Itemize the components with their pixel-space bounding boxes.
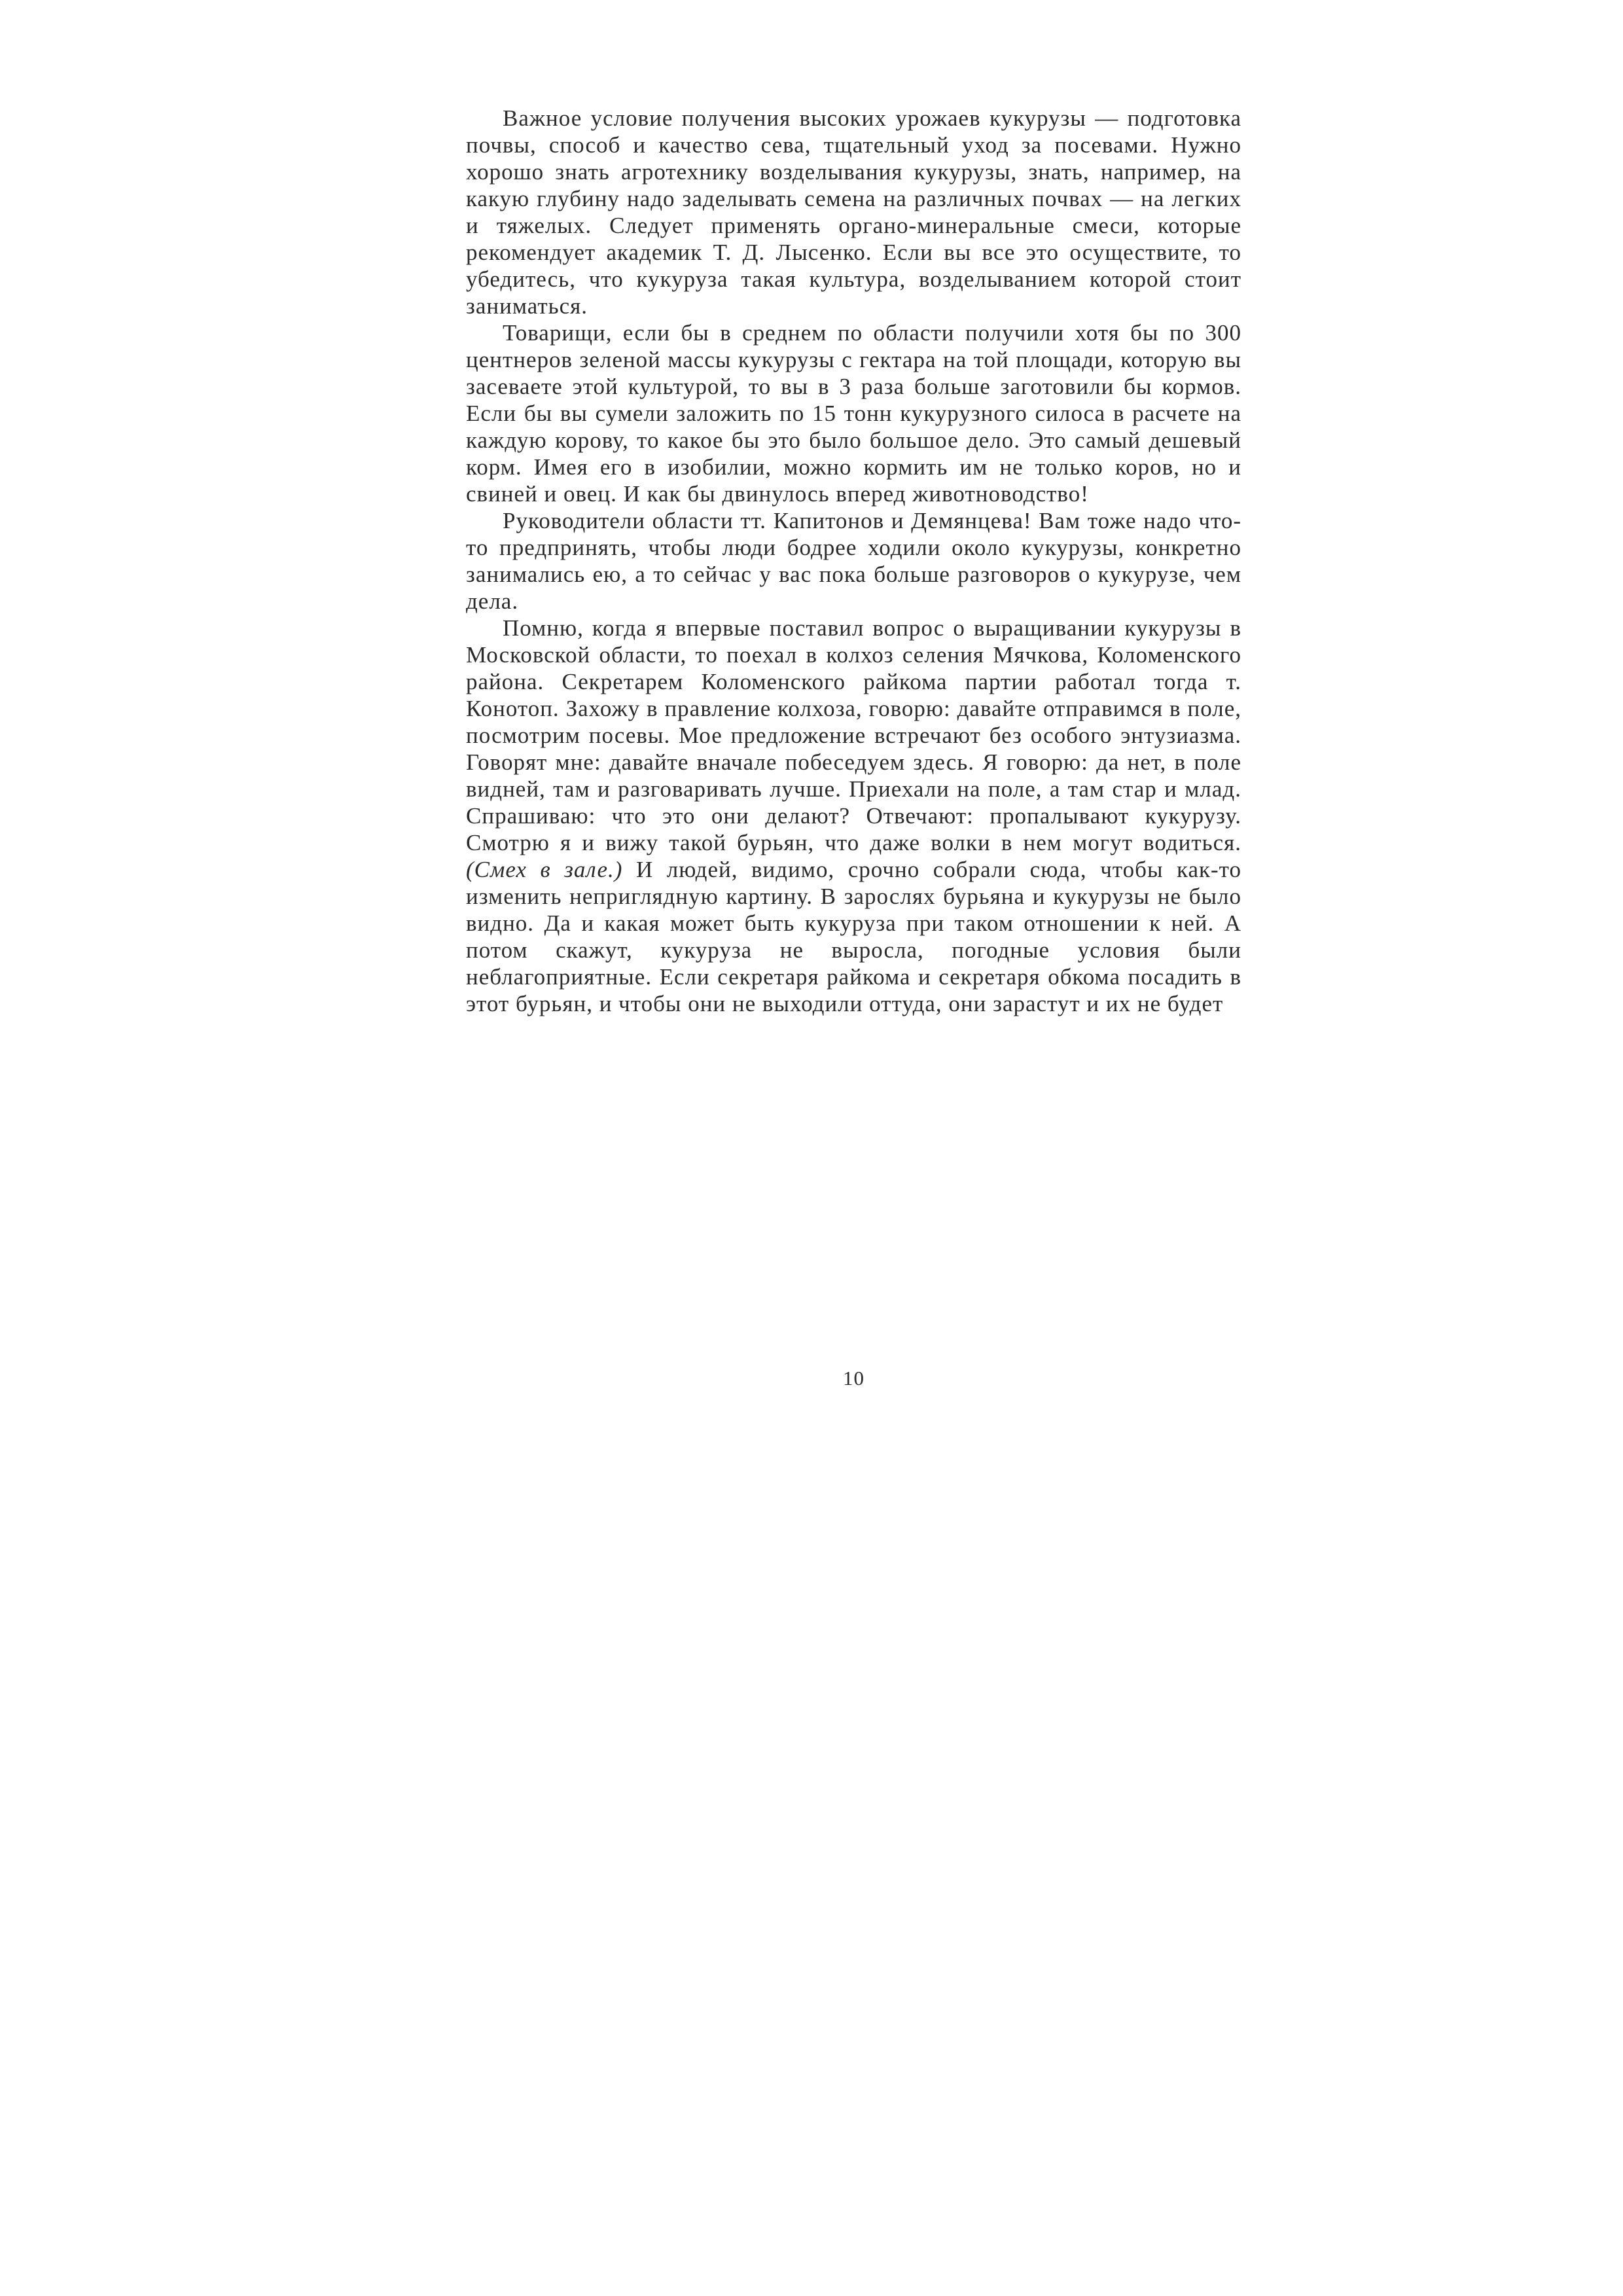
paragraph [466, 507, 1241, 615]
body-text: Важное условие получения высоких урожаев кукурузы — подготовка почвы, способ и качество сева, тщательный уход за посевами. Нужно хорошо знать агротехнику возделывания кукурузы, знать, например, на какую глубину надо заделывать семена на различных почвах — на легких и тяжелых. Следует применять органо-минеральные смеси, которые рекомендует академик Т. Д. Лысенко. Если вы все это осуществите, то убедитесь, что кукуруза такая культура, возделыванием которой стоит заниматься. [466, 105, 1241, 319]
body-text: Руководители области тт. Капитонов и Демянцева! Вам тоже надо что-то предпринять, чтобы люди бодрее ходили около кукурузы, конкретно занимались ею, а то сейчас у вас пока больше разговоров о кукурузе, чем дела. [466, 508, 1241, 614]
paragraph [466, 615, 1241, 1017]
text-block [466, 105, 1241, 1017]
body-text: Товарищи, если бы в среднем по области получили хотя бы по 300 центнеров зеленой массы кукурузы с гектара на той площади, которую вы засеваете этой культурой, то вы в 3 раза больше заготовили бы кормов. Если бы вы сумели заложить по 15 тонн кукурузного силоса в расчете на каждую корову, то какое бы это было большое дело. Это самый дешевый корм. Имея его в изобилии, можно кормить им не только коров, но и свиней и овец. И как бы двинулось вперед животноводство! [466, 320, 1241, 507]
paragraph [466, 319, 1241, 507]
body-text: И людей, видимо, срочно собрали сюда, чтобы как-то изменить неприглядную картину. В зарослях бурьяна и кукурузы не было видно. Да и какая может быть кукуруза при таком отношении к ней. А потом скажут, кукуруза не выросла, погодные условия были неблагоприятные. Если секретаря райкома и секретаря обкома посадить в этот бурьян, и чтобы они не выходили оттуда, они зарастут и их не будет [466, 857, 1241, 1016]
body-text: Помню, когда я впервые поставил вопрос о выращивании кукурузы в Московской области, то поехал в колхоз селения Мячкова, Коломенского района. Секретарем Коломенского райкома партии работал тогда т. Конотоп. Захожу в правление колхоза, говорю: давайте отправимся в поле, посмотрим посевы. Мое предложение встречают без особого энтузиазма. Говорят мне: давайте вначале побеседуем здесь. Я говорю: да нет, в поле видней, там и разговаривать лучше. Приехали на поле, а там стар и млад. Спрашиваю: что это они делают? Отвечают: пропалывают кукурузу. Смотрю я и вижу такой бурьян, что даже волки в нем могут водиться. [466, 615, 1241, 855]
stage-direction-text: (Смех в зале.) [466, 857, 623, 882]
paragraph [466, 105, 1241, 319]
page-number: 10 [843, 1367, 865, 1390]
